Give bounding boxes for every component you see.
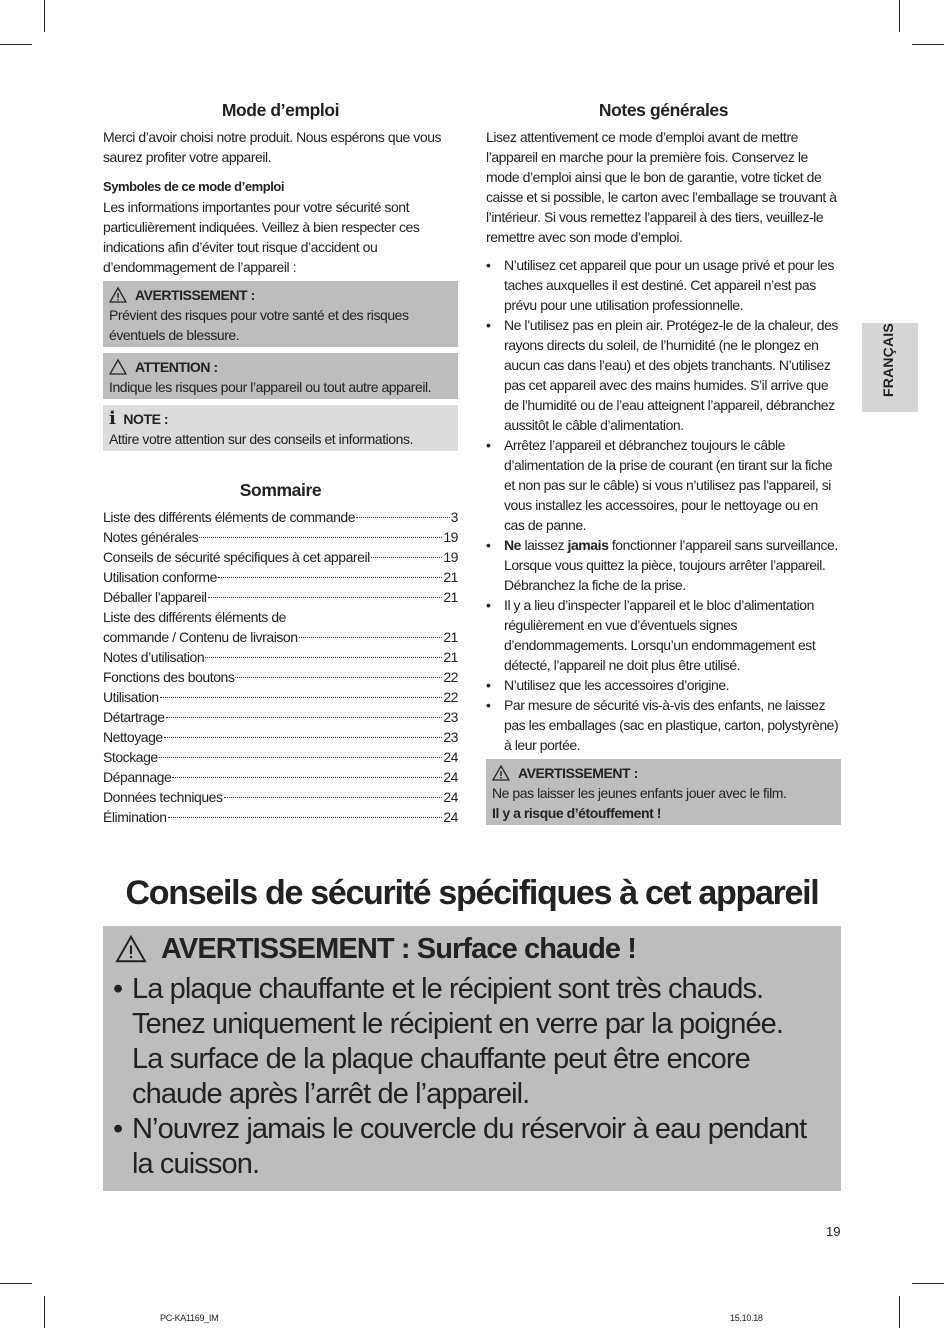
dot-leader	[199, 537, 442, 538]
toc-page-number: 19	[443, 549, 458, 565]
dot-leader	[159, 757, 443, 758]
toc-entry-label: Liste des différents éléments de commande	[103, 509, 356, 525]
toc-entry[interactable]	[103, 687, 458, 707]
info-icon: i	[109, 408, 116, 429]
mode-title: Mode d’emploi	[221, 100, 340, 120]
toc-entry[interactable]	[103, 647, 458, 667]
list-item	[486, 535, 841, 595]
toc-entry[interactable]	[103, 667, 458, 687]
toc-page-number: 21	[443, 629, 458, 645]
toc-entry[interactable]	[103, 547, 458, 567]
toc-entry[interactable]	[103, 807, 458, 827]
warning-icon	[109, 287, 127, 303]
toc-entry-label: Notes d’utilisation	[103, 649, 205, 665]
table-of-contents	[103, 507, 458, 827]
warning-text: Ne pas laisser les jeunes enfants jouer avec le film.	[492, 785, 787, 801]
toc-page-number: 21	[443, 589, 458, 605]
warning-text: Prévient des risques pour votre santé et des risques éventuels de blessure.	[109, 307, 409, 343]
note-title: NOTE :	[123, 411, 169, 427]
dot-leader	[224, 797, 443, 798]
symbols-title: Symboles de ce mode d’emploi	[103, 179, 285, 194]
toc-entry-label: Fonctions des boutons	[103, 669, 235, 685]
jamais-bold: jamais	[567, 537, 609, 553]
symbols-text: Les informations importantes pour votre sécurité sont particulièrement indiquées. Veillez à bien respecter ces indications afin d’éviter tout risque d’accident ou d’endommagement de l’appareil :	[103, 199, 420, 275]
language-label: FRANÇAIS	[880, 323, 896, 397]
warning-bold-text: Il y a risque d’étouffement !	[492, 805, 661, 821]
toc-entry-label: commande / Contenu de livraison	[103, 629, 298, 645]
toc-entry[interactable]	[103, 747, 458, 767]
safety-warning-title: AVERTISSEMENT : Surface chaude !	[161, 933, 637, 965]
intro-text: Merci d’avoir choisi notre produit. Nous espérons que vous saurez profiter votre appareil.	[103, 129, 442, 165]
warning-box	[103, 281, 458, 347]
toc-entry-label: Déballer l’appareil	[103, 589, 207, 605]
toc-page-number: 24	[443, 809, 458, 825]
dot-leader	[235, 677, 442, 678]
toc-entry[interactable]	[103, 707, 458, 727]
safety-warning-box	[103, 926, 841, 1191]
dot-leader	[168, 817, 443, 818]
warning-icon	[492, 765, 510, 781]
toc-entry-label: Utilisation	[103, 689, 159, 705]
toc-entry-label: Utilisation conforme	[103, 569, 217, 585]
toc-page-number: 3	[450, 509, 458, 525]
dot-leader	[208, 597, 443, 598]
footer-date: 15.10.18	[730, 1313, 763, 1323]
list-item: • N’ouvrez jamais le couvercle du réservoir à eau pendant la cuisson.	[103, 1112, 813, 1182]
list-item: • Par mesure de sécurité vis-à-vis des enfants, ne laissez pas les emballages (sac en plastique, carton, polystyrène) à leur portée.	[486, 695, 841, 755]
toc-entry-label: Élimination	[103, 809, 167, 825]
toc-entry[interactable]	[103, 727, 458, 747]
toc-page-number: 22	[443, 689, 458, 705]
toc-entry-label: Conseils de sécurité spécifiques à cet appareil	[103, 549, 370, 565]
toc-entry-label: Dépannage	[103, 769, 172, 785]
attention-title: ATTENTION :	[135, 359, 218, 375]
page-number: 19	[826, 1224, 841, 1239]
toc-page-number: 21	[443, 569, 458, 585]
left-column	[103, 99, 458, 827]
toc-page-number: 21	[443, 649, 458, 665]
toc-entry[interactable]	[103, 767, 458, 787]
toc-page-number: 23	[443, 729, 458, 745]
warning-box	[486, 759, 841, 825]
right-column	[486, 99, 841, 825]
toc-entry-label: Nettoyage	[103, 729, 163, 745]
dot-leader	[166, 717, 443, 718]
notes-intro: Lisez attentivement ce mode d’emploi avant de mettre l’appareil en marche pour la première fois. Conservez le mode d’emploi ainsi que le bon de garantie, votre ticket de caisse et si possible, le carton avec l’emballage se trouvant à l’intérieur. Si vous remettez l’appareil à des tiers, veuillez-le remettre avec son mode d’emploi.	[486, 129, 837, 245]
footer-doc-id: PC-KA1169_IM	[160, 1313, 219, 1323]
toc-page-number: 19	[443, 529, 458, 545]
language-tab	[862, 323, 918, 412]
text: fonctionner l’appareil sans surveillance. Lorsque vous quittez la pièce, toujours arrêter l’appareil. Débranchez la fiche de la prise.	[504, 537, 838, 593]
ne-bold: Ne	[504, 537, 521, 553]
list-item: • N’utilisez que les accessoires d’origine.	[486, 675, 841, 695]
warning-title: AVERTISSEMENT :	[135, 287, 255, 303]
toc-page-number: 24	[443, 769, 458, 785]
toc-entry-label: Détartrage	[103, 709, 165, 725]
text: laissez	[521, 537, 568, 553]
dot-leader	[160, 697, 443, 698]
safety-title: Conseils de sécurité spécifiques à cet appareil	[125, 874, 819, 912]
list-item: • N’utilisez cet appareil que pour un usage privé et pour les taches auxquelles il est destiné. Cet appareil n’est pas prévu pour une utilisation professionnelle.	[486, 255, 841, 315]
list-item: • Arrêtez l’appareil et débranchez toujours le câble d’alimentation de la prise de courant (en tirant sur la fiche et non pas sur le câble) si vous n’utilisez pas l’appareil, si vous installez les accessoires, pour le nettoyage ou en cas de panne.	[486, 435, 841, 535]
dot-leader	[371, 557, 443, 558]
toc-entry[interactable]	[103, 527, 458, 547]
dot-leader	[172, 777, 442, 778]
dot-leader	[299, 637, 443, 638]
toc-page-number: 24	[443, 749, 458, 765]
dot-leader	[356, 517, 450, 518]
dot-leader	[164, 737, 443, 738]
toc-entry[interactable]	[103, 507, 458, 527]
toc-page-number: 22	[443, 669, 458, 685]
attention-icon	[109, 359, 127, 375]
attention-text: Indique les risques pour l’appareil ou tout autre appareil.	[109, 379, 432, 395]
toc-entry[interactable]	[103, 627, 458, 647]
toc-entry[interactable]	[103, 587, 458, 607]
warning-title: AVERTISSEMENT :	[518, 765, 638, 781]
warning-icon	[115, 935, 147, 963]
toc-entry[interactable]	[103, 787, 458, 807]
toc-page-number: 23	[443, 709, 458, 725]
dot-leader	[205, 657, 442, 658]
toc-entry-label: Notes générales	[103, 529, 199, 545]
toc-entry[interactable]	[103, 567, 458, 587]
toc-entry-label: Liste des différents éléments de	[103, 609, 287, 625]
toc-entry-label: Stockage	[103, 749, 158, 765]
list-item: • Ne l’utilisez pas en plein air. Protégez-le de la chaleur, des rayons directs du soleil, de l’humidité (ne le plongez en aucun cas dans l’eau) et des objets tranchants. N’utilisez pas cet appareil avec des mains humides. S’il arrive que de l’humidité ou de l’eau atteignent l’appareil, débranchez aussitôt le câble d’alimentation.	[486, 315, 841, 435]
attention-box	[103, 353, 458, 399]
note-text: Attire votre attention sur des conseils et informations.	[109, 431, 413, 447]
list-item: • Il y a lieu d’inspecter l’appareil et le bloc d’alimentation régulièrement en vue d’éventuels signes d’endommagements. Lorsqu’un endommagement est détecté, l’appareil ne doit plus être utilisé.	[486, 595, 841, 675]
toc-title: Sommaire	[239, 480, 322, 500]
dot-leader	[218, 577, 442, 578]
toc-entry-label: Données techniques	[103, 789, 223, 805]
list-item: • La plaque chauffante et le récipient sont très chauds. Tenez uniquement le récipient en verre par la poignée. La surface de la plaque chauffante peut être encore chaude après l’arrêt de l’appareil.	[103, 972, 813, 1112]
toc-page-number: 24	[443, 789, 458, 805]
note-box	[103, 405, 458, 451]
notes-title: Notes générales	[598, 100, 729, 120]
notes-list	[486, 255, 841, 755]
